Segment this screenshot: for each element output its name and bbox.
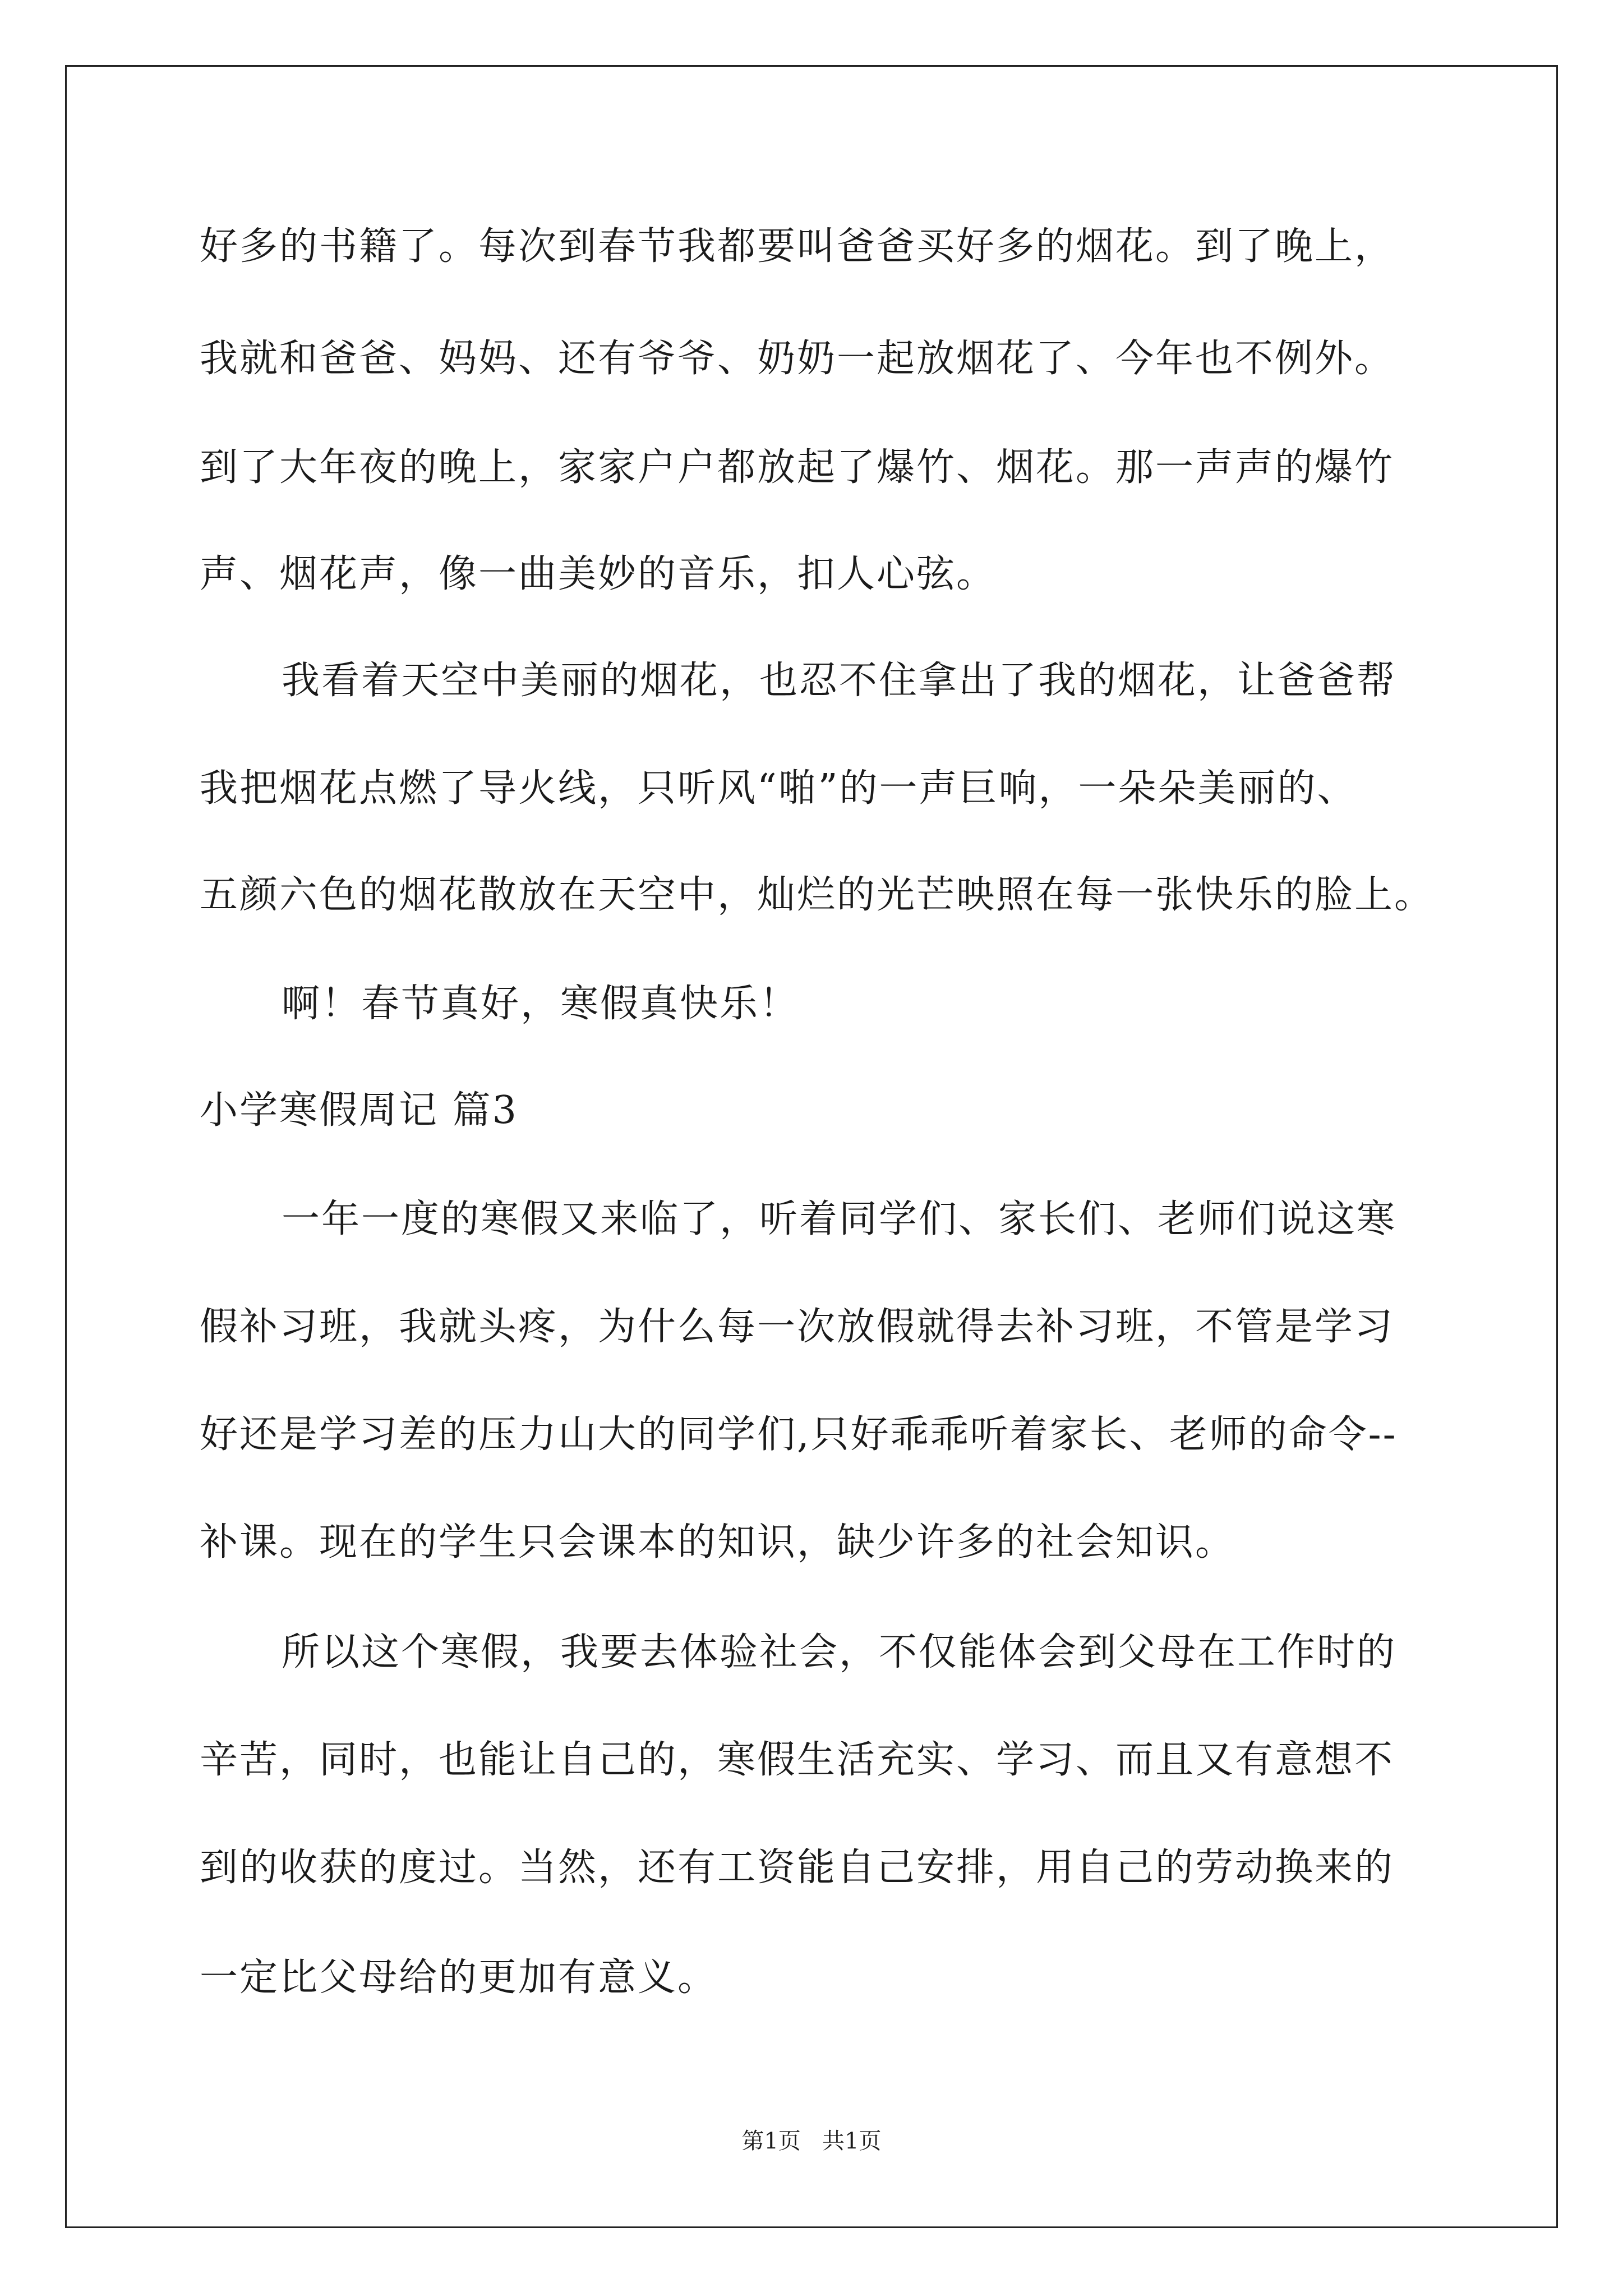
body-line: 到了大年夜的晚上，家家户户都放起了爆竹、烟花。那一声声的爆竹 [200, 445, 1395, 490]
body-line: 假补习班，我就头疼，为什么每一次放假就得去补习班，不管是学习 [200, 1305, 1395, 1349]
body-line: 我把烟花点燃了导火线，只听风“啪”的一声巨响，一朵朵美丽的、 [200, 766, 1357, 811]
section-heading: 小学寒假周记 篇3 [200, 1088, 518, 1133]
body-line: 一定比父母给的更加有意义。 [200, 1955, 718, 2000]
page-number: 第1页 共1页 [741, 2128, 882, 2154]
body-line: 声、烟花声，像一曲美妙的音乐，扣人心弦。 [200, 552, 997, 596]
body-line: 辛苦，同时，也能让自己的，寒假生活充实、学习、而且又有意想不 [200, 1738, 1395, 1782]
body-line: 所以这个寒假，我要去体验社会，不仅能体会到父母在工作时的 [282, 1630, 1397, 1674]
body-line: 我看着天空中美丽的烟花，也忍不住拿出了我的烟花，让爸爸帮 [282, 659, 1397, 703]
body-line: 我就和爸爸、妈妈、还有爷爷、奶奶一起放烟花了、今年也不例外。 [200, 337, 1395, 381]
body-line: 五颜六色的烟花散放在天空中，灿烂的光芒映照在每一张快乐的脸上。 [200, 873, 1435, 917]
body-line: 好还是学习差的压力山大的同学们,只好乖乖听着家长、老师的命令-- [200, 1412, 1398, 1457]
body-line: 好多的书籍了。每次到春节我都要叫爸爸买好多的烟花。到了晚上， [200, 224, 1395, 269]
body-line: 啊！春节真好，寒假真快乐！ [282, 982, 800, 1026]
body-line: 到的收获的度过。当然，还有工资能自己安排，用自己的劳动换来的 [200, 1846, 1395, 1890]
body-line: 一年一度的寒假又来临了，听着同学们、家长们、老师们说这寒 [282, 1197, 1397, 1241]
body-line: 补课。现在的学生只会课本的知识，缺少许多的社会知识。 [200, 1520, 1235, 1565]
page-border [65, 65, 1558, 2228]
